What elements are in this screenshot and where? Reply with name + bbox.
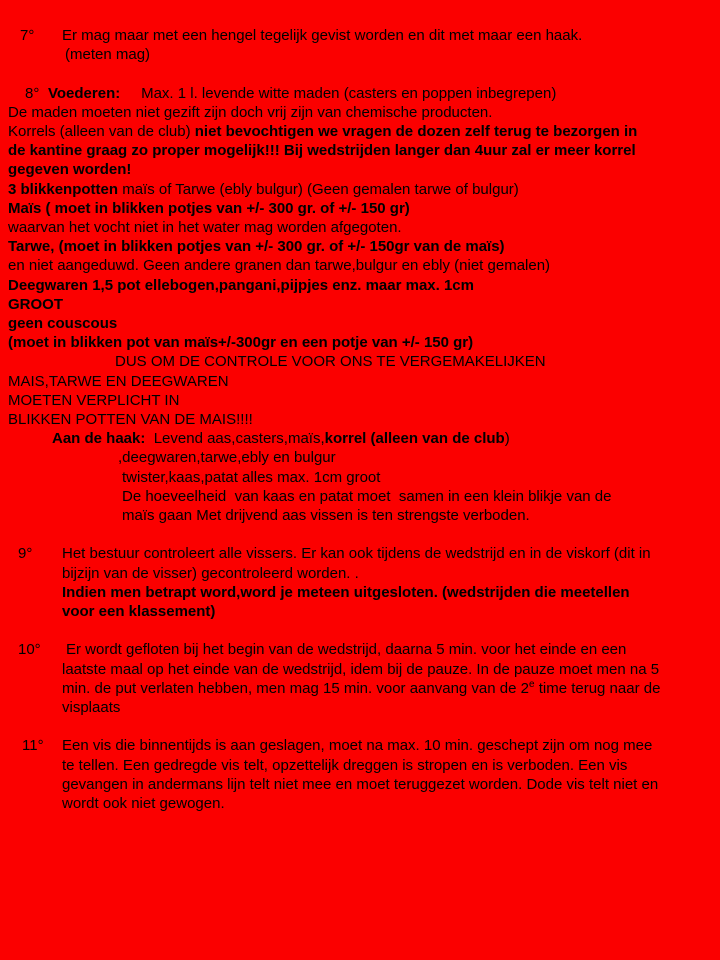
line-content (0, 679, 720, 698)
text-line (0, 256, 720, 275)
text-run: Aan de haak: (52, 430, 146, 448)
text-run: e (528, 678, 535, 690)
text-run: bijzijn van de visser) gecontroleerd worden. . (62, 564, 359, 582)
text-line (0, 64, 720, 83)
text-run: maïs of Tarwe (ebly bulgur) (Geen gemalen tarwe of bulgur) (118, 180, 519, 198)
text-line (0, 333, 720, 352)
text-run: Korrels (alleen van de club) (8, 123, 195, 140)
line-content (0, 487, 720, 506)
text-run: visplaats (62, 699, 121, 717)
text-run: de kantine graag zo proper mogelijk!!! Bij wedstrijden langer dan 4uur zal er meer korrel (8, 142, 636, 160)
text-line (0, 141, 720, 160)
text-run: De hoeveelheid van kaas en patat moet samen in een klein blikje van de (122, 487, 612, 505)
line-content (0, 141, 720, 160)
text-line (0, 621, 720, 640)
line-content (0, 199, 720, 218)
text-line (0, 525, 720, 544)
text-line (0, 160, 720, 179)
line-content (0, 756, 720, 775)
text-line (0, 794, 720, 813)
text-line (0, 756, 720, 775)
text-run: Levend aas,casters,maïs, (145, 430, 325, 448)
line-content (0, 180, 720, 199)
line-content (0, 26, 720, 45)
text-run: Een vis die binnentijds is aan geslagen, moet na max. 10 min. geschept zijn om nog mee (62, 737, 653, 755)
text-run: te tellen. Een gedregde vis telt, opzettelijk dreggen is stropen en is verboden. Een vis (62, 756, 628, 774)
rule-number: 11° (22, 737, 44, 755)
text-run: GROOT (8, 295, 63, 313)
text-run: waarvan het vocht niet in het water mag worden afgegoten. (8, 219, 402, 237)
line-content (0, 602, 720, 621)
line-content (0, 103, 720, 122)
text-line (0, 199, 720, 218)
line-content (0, 295, 720, 314)
text-run: voor een klassement) (62, 603, 216, 621)
line-content (0, 698, 720, 717)
text-run: Het bestuur controleert alle vissers. Er kan ook tijdens de wedstrijd en in de viskorf (dit in (62, 545, 651, 563)
text-line (0, 103, 720, 122)
text-run: MOETEN VERPLICHT IN (8, 391, 180, 409)
text-line (0, 237, 720, 256)
text-run: BLIKKEN POTTEN VAN DE MAIS!!!! (8, 411, 253, 429)
line-content (0, 160, 720, 179)
text-run: Tarwe, (moet in blikken potjes van +/- 300 gr. of +/- 150gr van de maïs) (8, 238, 505, 256)
line-content (0, 122, 720, 141)
rule-number: 7° (20, 27, 35, 44)
text-line (0, 775, 720, 794)
rule-number: 9° (18, 545, 33, 563)
text-run: MAIS,TARWE EN DEEGWAREN (8, 372, 229, 390)
text-line (0, 26, 720, 45)
text-line (0, 698, 720, 717)
text-run: gevangen in andermans lijn telt niet mee en moet teruggezet worden. Dode vis telt niet en (62, 775, 659, 793)
text-line (0, 736, 720, 755)
text-line (0, 122, 720, 141)
line-content (0, 468, 720, 487)
text-line (0, 468, 720, 487)
text-run: min. de put verlaten hebben, men mag 15 min. voor aanvang van de 2 (62, 679, 529, 697)
text-run: geen couscous (8, 315, 118, 333)
line-content (0, 429, 720, 448)
text-run: niet bevochtigen we vragen de dozen zelf terug te bezorgen in (194, 123, 638, 140)
text-run: time terug naar de (534, 679, 661, 697)
text-run: twister,kaas,patat alles max. 1cm groot (122, 468, 381, 486)
line-content (0, 544, 720, 563)
text-run: Deegwaren 1,5 pot ellebogen,pangani,pijpjes enz. maar max. 1cm (8, 276, 474, 294)
text-run: korrel (alleen van de club (324, 430, 505, 448)
line-content (0, 256, 720, 275)
text-run: Er mag maar met een hengel tegelijk gevist worden en dit met maar een haak. (62, 27, 583, 44)
text-line (0, 429, 720, 448)
line-content (0, 276, 720, 295)
line-content (0, 660, 720, 679)
line-content (0, 448, 720, 467)
text-run: (moet in blikken pot van maïs+/-300gr en een potje van +/- 150 gr) (8, 334, 474, 352)
text-line (0, 544, 720, 563)
text-line (0, 352, 720, 371)
text-line (0, 314, 720, 333)
text-run: 3 blikkenpotten (8, 180, 119, 198)
line-content (0, 775, 720, 794)
text-line (0, 218, 720, 237)
text-run: ,deegwaren,tarwe,ebly en bulgur (118, 449, 336, 467)
rule-number: 8° (25, 84, 40, 102)
text-line (0, 180, 720, 199)
text-run: laatste maal op het einde van de wedstrijd, idem bij de pauze. In de pauze moet men na 5 (62, 660, 660, 678)
line-content (0, 352, 720, 371)
text-line (0, 660, 720, 679)
line-content (0, 45, 720, 64)
text-run: De maden moeten niet gezift zijn doch vrij zijn van chemische producten. (8, 103, 493, 121)
text-line (0, 717, 720, 736)
line-content (0, 237, 720, 256)
line-content (0, 314, 720, 333)
text-run: (meten mag) (65, 46, 151, 64)
line-content (0, 333, 720, 352)
line-content (0, 506, 720, 525)
text-line (0, 276, 720, 295)
text-line (0, 679, 720, 698)
text-run: Er wordt gefloten bij het begin van de wedstrijd, daarna 5 min. voor het einde en een (66, 641, 627, 659)
text-run: gegeven worden! (8, 161, 132, 179)
line-content (0, 372, 720, 391)
line-content (0, 410, 720, 429)
text-line (0, 640, 720, 659)
text-run: Max. 1 l. levende witte maden (casters en poppen inbegrepen) (120, 84, 557, 102)
text-line (0, 391, 720, 410)
text-line (0, 410, 720, 429)
line-content (0, 218, 720, 237)
text-run: Voederen: (48, 84, 121, 102)
line-content (0, 564, 720, 583)
text-run: maïs gaan Met drijvend aas vissen is ten strengste verboden. (122, 507, 530, 525)
text-line (0, 564, 720, 583)
text-line (0, 372, 720, 391)
text-line (0, 45, 720, 64)
text-line (0, 583, 720, 602)
line-content (0, 583, 720, 602)
text-run: DUS OM DE CONTROLE VOOR ONS TE VERGEMAKELIJKEN (115, 353, 546, 371)
line-content (0, 640, 720, 659)
text-run: wordt ook niet gewogen. (62, 795, 225, 813)
text-line (0, 84, 720, 103)
text-line (0, 448, 720, 467)
rule-number: 10° (18, 641, 41, 659)
line-content (0, 84, 720, 103)
text-run: ) (504, 430, 510, 448)
text-line (0, 602, 720, 621)
line-content (0, 391, 720, 410)
line-content (0, 736, 720, 755)
text-line (0, 295, 720, 314)
text-run: Indien men betrapt word,word je meteen uitgesloten. (wedstrijden die meetellen (62, 583, 630, 601)
text-run: en niet aangeduwd. Geen andere granen dan tarwe,bulgur en ebly (niet gemalen) (8, 257, 551, 275)
text-line (0, 506, 720, 525)
line-content (0, 794, 720, 813)
text-line (0, 487, 720, 506)
text-run: Maïs ( moet in blikken potjes van +/- 300 gr. of +/- 150 gr) (8, 199, 410, 217)
